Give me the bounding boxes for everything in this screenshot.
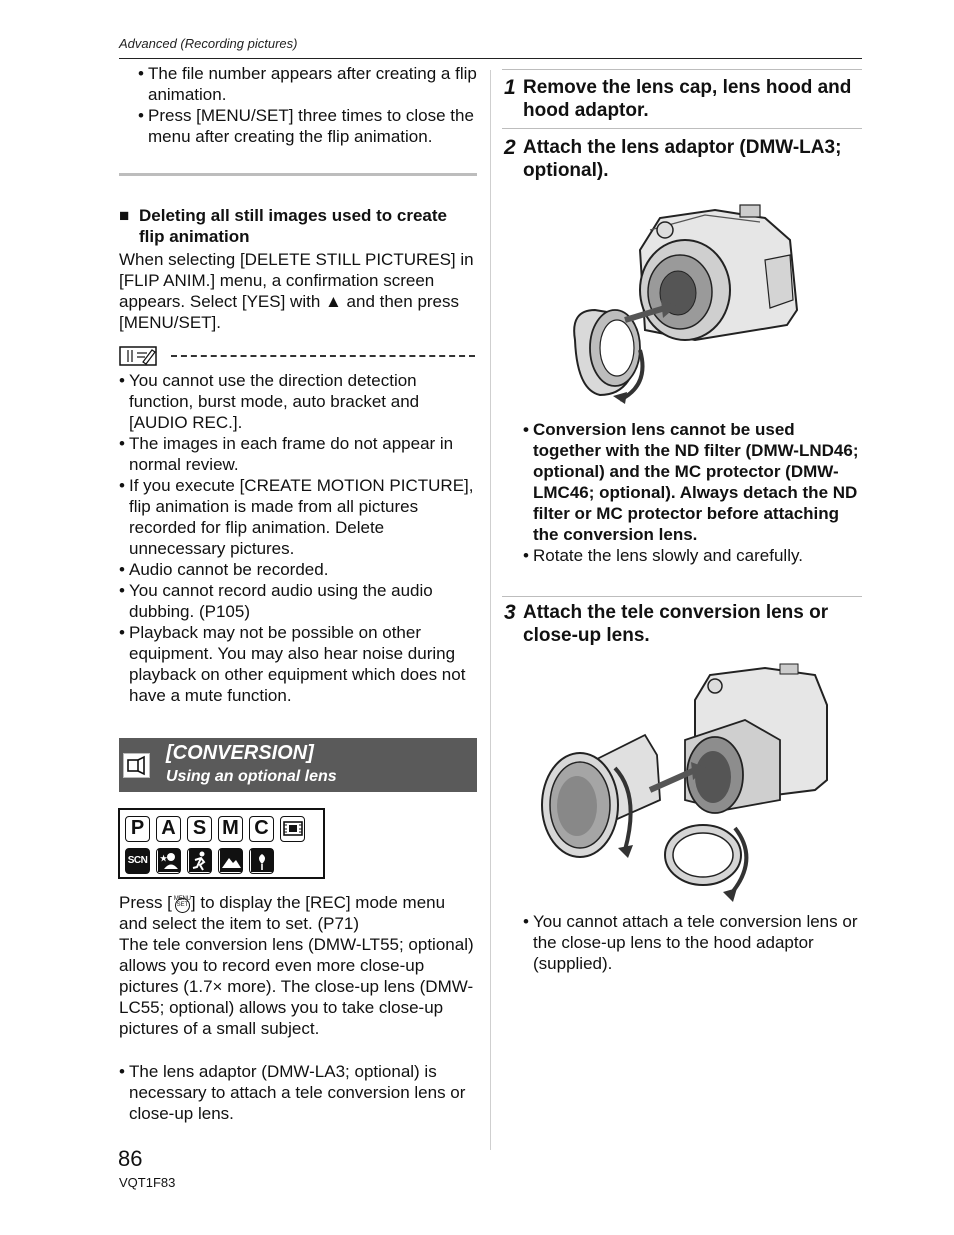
column-divider	[490, 70, 491, 1150]
step3-notes	[523, 911, 863, 974]
recording-modes-box	[118, 808, 325, 879]
list-item: • The lens adaptor (DMW-LA3; optional) is necessary to attach a tele conversion lens or close-up lens.	[119, 1061, 477, 1124]
conversion-lens-illustration	[535, 660, 835, 905]
note-icon	[119, 345, 159, 367]
mode-a-icon: A	[156, 816, 181, 842]
step-3	[504, 601, 862, 647]
top-bullet-list	[138, 63, 478, 147]
step-number: 3	[504, 601, 516, 624]
menu-set-button-icon: MENU SET	[172, 893, 191, 913]
svg-text:★: ★	[159, 854, 167, 863]
note-header	[119, 345, 477, 367]
list-item: • Rotate the lens slowly and carefully.	[523, 545, 863, 566]
conversion-bullet-list	[119, 1061, 477, 1124]
step-text: Attach the lens adaptor (DMW-LA3; optional).	[523, 137, 842, 181]
portrait-mode-icon	[156, 848, 181, 874]
list-item: • The file number appears after creating a flip animation.	[138, 63, 478, 105]
intro-pre-text: Press [	[119, 893, 172, 912]
macro-mode-icon	[249, 848, 274, 874]
step-2	[504, 136, 862, 182]
mode-s-icon: S	[187, 816, 212, 842]
mode-c-icon: C	[249, 816, 274, 842]
delete-body: When selecting [DELETE STILL PICTURES] in [FLIP ANIM.] menu, a confirmation screen appears. Select [YES] with ▲ and then press [MENU/SET].	[119, 250, 474, 332]
square-marker-icon: ■	[119, 206, 130, 225]
scenery-mode-icon	[218, 848, 243, 874]
intro-post-text: ] to display the [REC] mode menu and select the item to set. (P71)	[119, 893, 446, 933]
document-code: VQT1F83	[119, 1175, 176, 1190]
section-header: Advanced (Recording pictures)	[119, 36, 298, 51]
list-item: • Playback may not be possible on other equipment. You may also hear noise during playback on other equipment which does not have a mute function.	[119, 622, 477, 706]
step-text: Remove the lens cap, lens hood and hood adaptor.	[523, 77, 852, 121]
list-item: • You cannot use the direction detection function, burst mode, auto bracket and [AUDIO REC.].	[119, 370, 477, 433]
conversion-intro	[119, 892, 477, 934]
list-item: • Press [MENU/SET] three times to close the menu after creating the flip animation.	[138, 105, 478, 147]
conversion-title: [CONVERSION]	[166, 742, 314, 764]
step-1	[504, 76, 862, 122]
header-rule	[119, 58, 862, 59]
mode-p-icon: P	[125, 816, 150, 842]
conversion-subtitle: Using an optional lens	[166, 768, 337, 785]
notes-list	[119, 370, 477, 706]
delete-heading	[119, 205, 477, 247]
list-item: • You cannot attach a tele conversion lens or the close-up lens to the hood adaptor (supplied).	[523, 911, 863, 974]
mode-m-icon: M	[218, 816, 243, 842]
list-item: • You cannot record audio using the audio dubbing. (P105)	[119, 580, 477, 622]
step-rule	[502, 128, 862, 129]
list-item: • Audio cannot be recorded.	[119, 559, 477, 580]
step-text: Attach the tele conversion lens or close-up lens.	[523, 602, 829, 646]
list-item: • If you execute [CREATE MOTION PICTURE], flip animation is made from all pictures recorded for flip animation. Delete unnecessary pictures.	[119, 475, 477, 559]
step-number: 1	[504, 76, 516, 99]
list-item: • The images in each frame do not appear in normal review.	[119, 433, 477, 475]
lens-adaptor-illustration	[565, 200, 805, 405]
step2-notes	[523, 419, 863, 566]
scene-mode-icon: SCN	[125, 848, 150, 874]
conversion-lens-icon	[123, 753, 150, 778]
step-rule	[502, 596, 862, 597]
sports-mode-icon	[187, 848, 212, 874]
delete-heading-text: Deleting all still images used to create flip animation	[139, 206, 447, 246]
step-rule	[502, 69, 862, 70]
conversion-body: The tele conversion lens (DMW-LT55; optional) allows you to record even more close-up pictures (1.7× more). The close-up lens (DMW-LC55; optional) allows you to take close-up pictures of a small subject.	[119, 935, 474, 1038]
conversion-banner	[119, 738, 477, 792]
delete-section	[119, 205, 477, 333]
note-dashed-rule	[171, 355, 475, 357]
section-rule	[119, 173, 477, 176]
page-number: 86	[118, 1146, 143, 1171]
step-number: 2	[504, 136, 516, 159]
warning-note: • Conversion lens cannot be used together with the ND filter (DMW-LND46; optional) and the MC protector (DMW-LMC46; optional). Always detach the ND filter or MC protector before attaching the conversion lens.	[523, 419, 863, 545]
motion-picture-mode-icon	[280, 816, 305, 842]
